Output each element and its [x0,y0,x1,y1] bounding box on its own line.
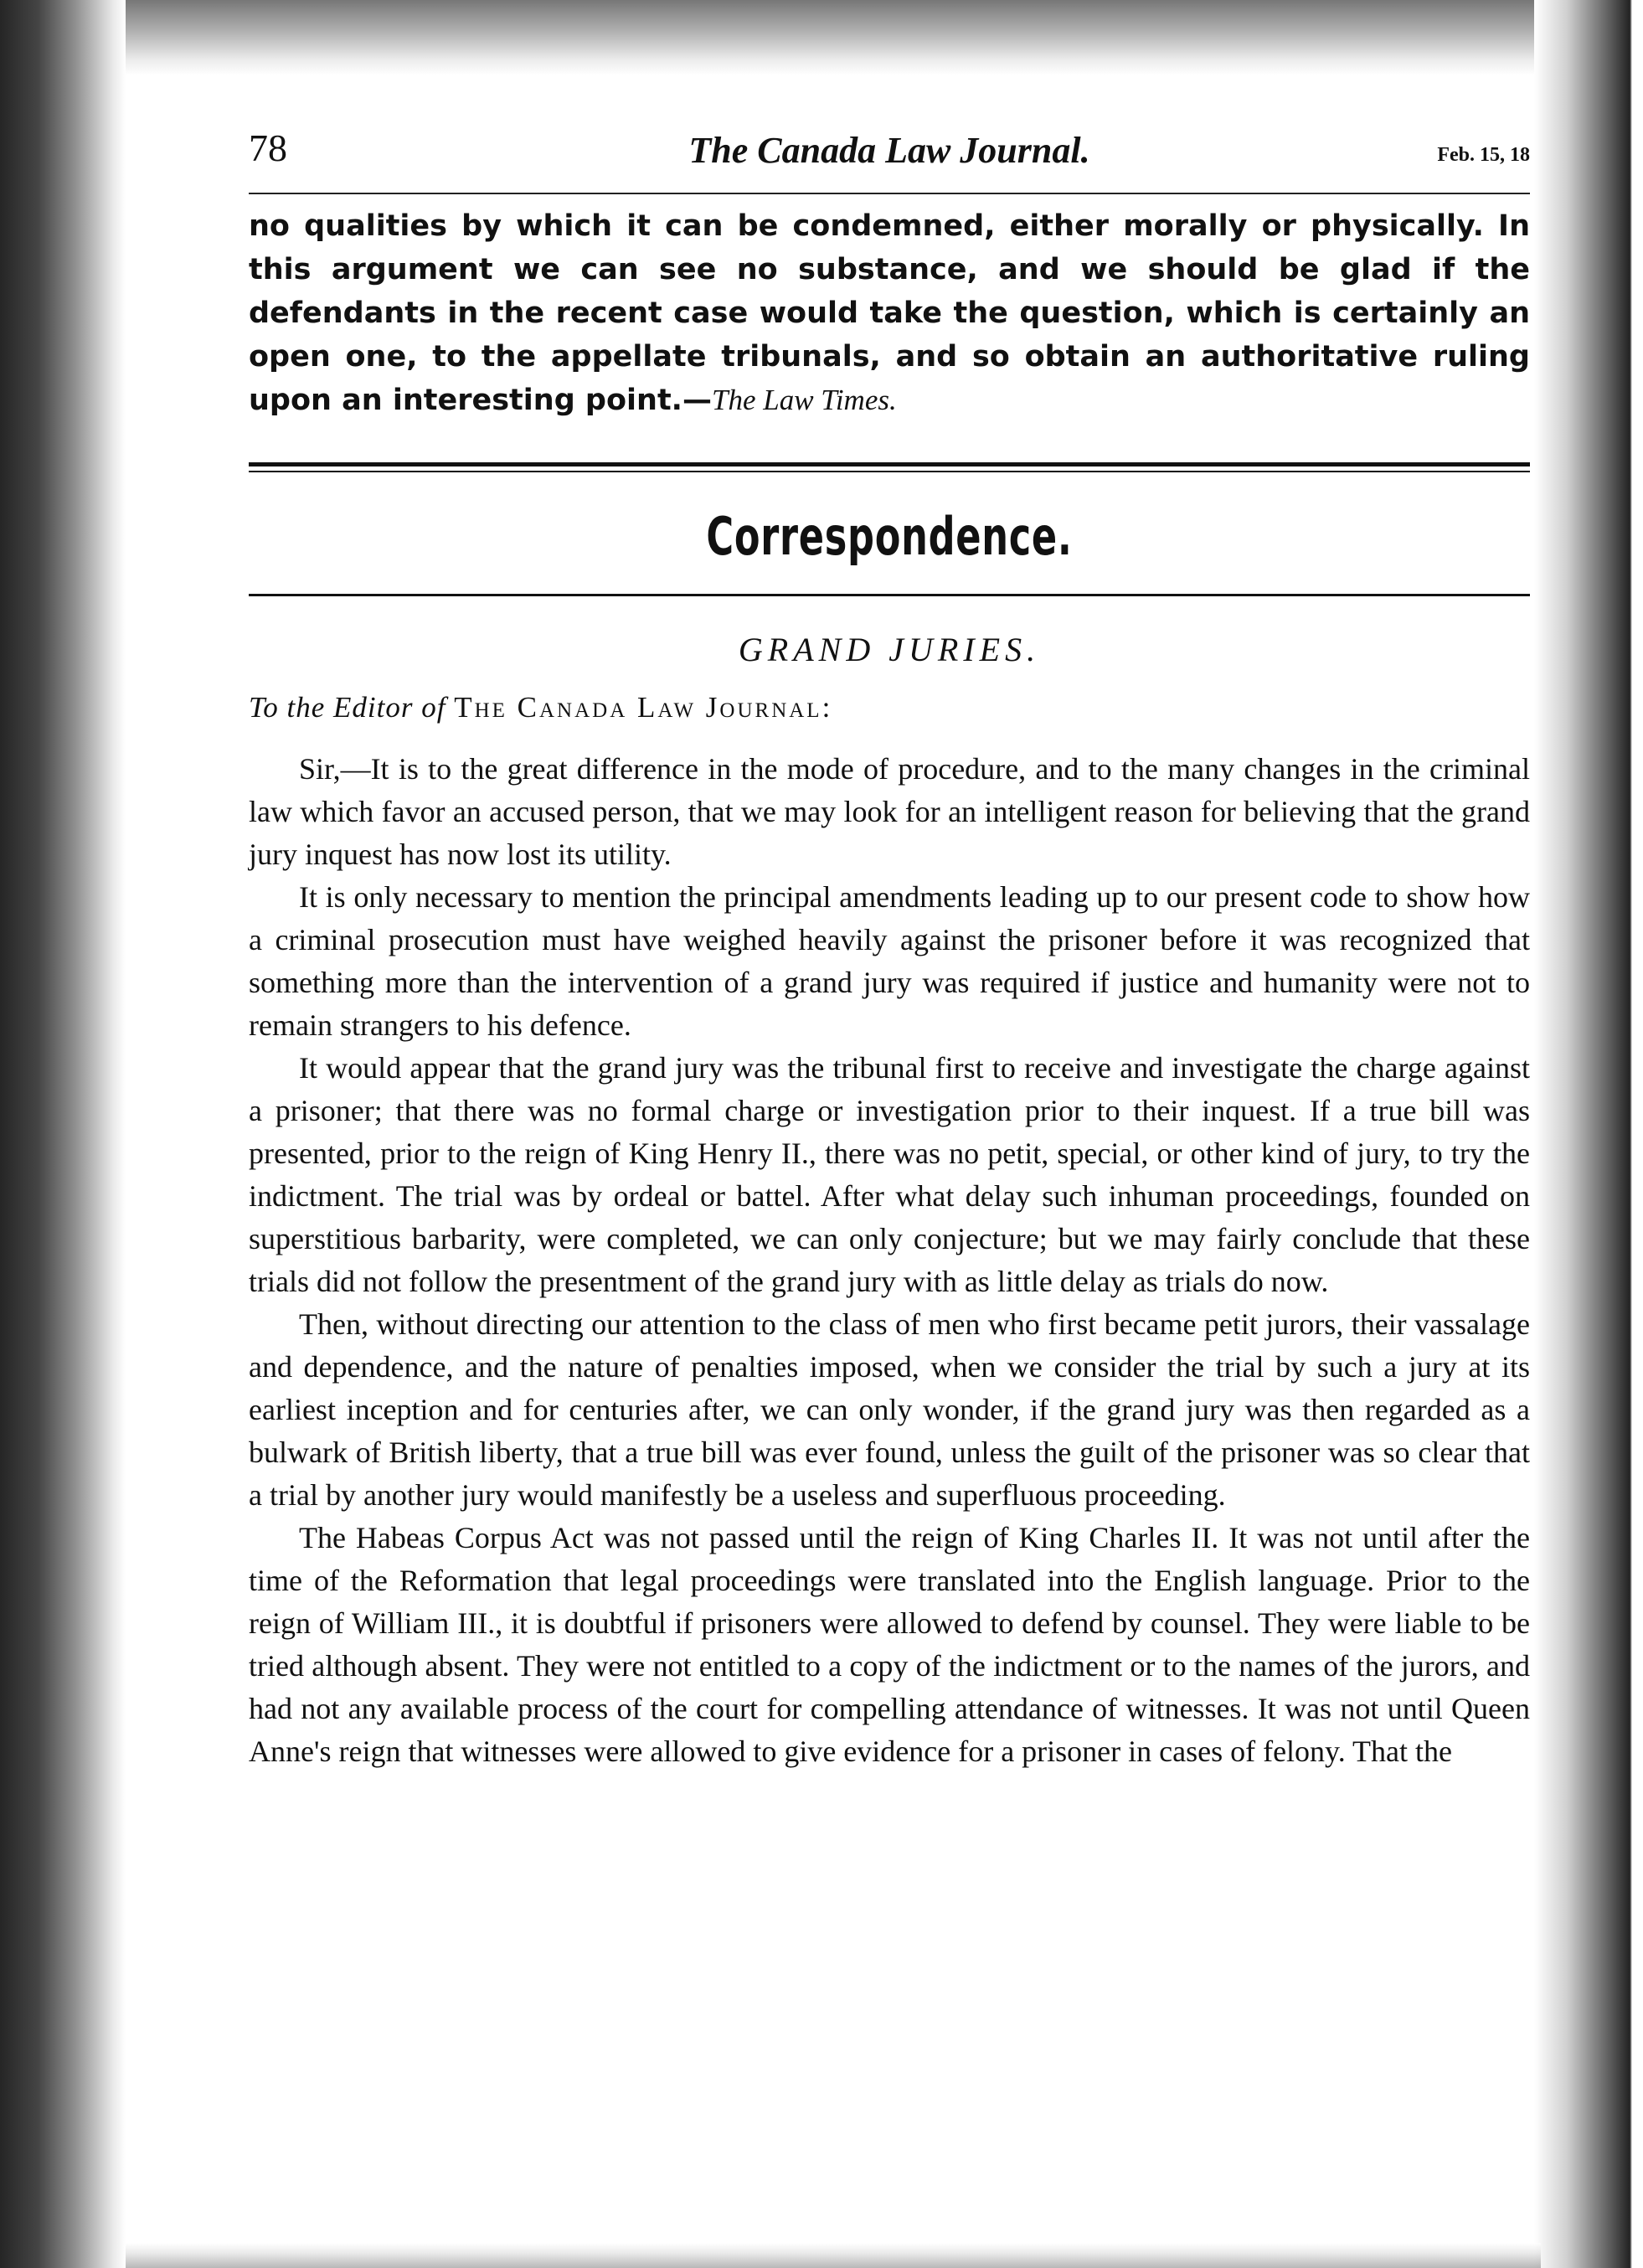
running-header [249,126,1530,184]
paragraph: Then, without directing our attention to the class of men who first became petit jurors, their vassalage and dependence, and the nature of penalties imposed, when we consider the trial by such a jury at its earliest inception and for centuries after, we can only wonder, if the grand jury was then regarded as a bulwark of British liberty, that a true bill was ever found, unless the guilt of the prisoner was so clear that a trial by another jury would manifestly be a useless and superfluous proceeding. [249,1307,1530,1512]
salutation [249,691,1530,724]
article-body [249,748,1530,1773]
section-divider [249,462,1530,472]
journal-page [249,126,1530,1773]
continued-text: no qualities by which it can be condemned, either morally or physically. In this argument we can see no substance, and we should be glad if the defendants in the recent case would take the question, which is certainly an open one, to the appellate tribunals, and so obtain an authoritative ruling upon an interesting point.— [249,209,1530,417]
salutation-journal: The Canada Law Journal: [454,691,833,724]
section-title: Correspondence. [706,506,1073,567]
running-title: The Canada Law Journal. [688,130,1090,171]
continued-source: The Law Times. [711,384,897,416]
article-title: GRAND JURIES. [738,631,1041,668]
scan-shadow-top [126,0,1549,75]
section-title-rule [249,594,1530,596]
header-rule [249,193,1530,194]
continued-paragraph [249,204,1530,422]
scan-shadow-left [0,0,126,2268]
page-number: 78 [249,126,287,169]
running-date: Feb. 15, 18 [1437,144,1530,166]
paragraph: Sir,—It is to the great difference in the mode of procedure, and to the many changes in the criminal law which favor an accused person, that we may look for an intelligent reason for believing that the grand jury inquest has now lost its utility. [249,752,1530,871]
paragraph: It is only necessary to mention the principal amendments leading up to our present code to show how a criminal prosecution must have weighed heavily against the prisoner before it was recognized that something more than the intervention of a grand jury was required if justice and humanity were not to remain strangers to his defence. [249,880,1530,1042]
salutation-prefix: To the Editor of [249,691,455,724]
scan-shadow-bottom [126,2243,1541,2268]
paragraph: It would appear that the grand jury was the tribunal first to receive and investigate the charge against a prisoner; that there was no formal charge or investigation prior to their inquest. If a true bill was presented, prior to the reign of King Henry II., there was no petit, special, or other kind of jury, to try the indictment. The trial was by ordeal or battel. After what delay such inhuman proceedings, founded on superstitious barbarity, were completed, we can only conjecture; but we may fairly conclude that these trials did not follow the presentment of the grand jury with as little delay as trials do now. [249,1051,1530,1298]
paragraph: The Habeas Corpus Act was not passed until the reign of King Charles II. It was not until after the time of the Reformation that legal proceedings were translated into the English language. Prior to the reign of William III., it is doubtful if prisoners were allowed to defend by counsel. They were liable to be tried although absent. They were not entitled to a copy of the indictment or to the names of the jurors, and had not any available process of the court for compelling attendance of witnesses. It was not until Queen Anne's reign that witnesses were allowed to give evidence for a prisoner in cases of felony. That the [249,1521,1530,1768]
scan-shadow-right [1534,0,1643,2268]
